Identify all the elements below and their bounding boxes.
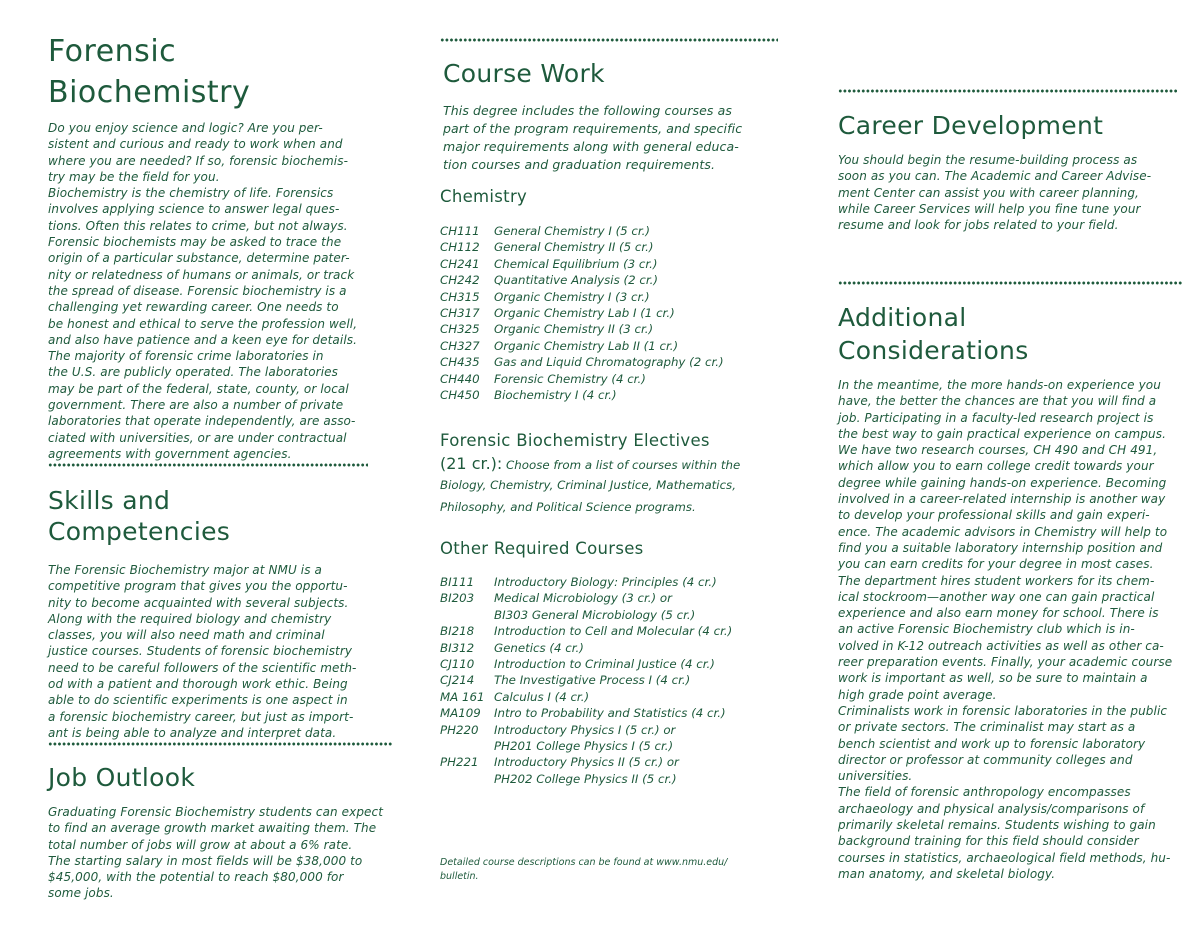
text-line: part of the program requirements, and specific bbox=[443, 121, 743, 136]
additional-text bbox=[838, 377, 1188, 882]
course-code: BI312 bbox=[440, 640, 475, 655]
course-title: BI303 General Microbiology (5 cr.) bbox=[494, 607, 696, 622]
text-line: be honest and ethical to serve the profession well, bbox=[48, 316, 358, 331]
text-line: able to do scientific experiments is one aspect in bbox=[48, 693, 348, 708]
course-row bbox=[440, 387, 790, 403]
course-code: CH327 bbox=[440, 338, 480, 353]
text-line: background training for this field should consider bbox=[838, 834, 1139, 849]
course-code: CH315 bbox=[440, 289, 480, 304]
page-title: Forensic Biochemistry bbox=[48, 34, 251, 110]
course-row bbox=[440, 623, 790, 639]
text-line: justice courses. Students of forensic biochemistry bbox=[48, 644, 353, 659]
course-code bbox=[440, 771, 494, 787]
course-code: MA 161 bbox=[440, 689, 485, 704]
text-line: laboratories that operate independently, are asso- bbox=[48, 414, 356, 429]
course-row bbox=[440, 705, 790, 721]
course-row bbox=[440, 371, 790, 387]
dotted-divider bbox=[48, 741, 393, 747]
text-line: You should begin the resume-building process as bbox=[838, 153, 1138, 167]
course-title: Introductory Physics II (5 cr.) or bbox=[494, 755, 679, 770]
course-row bbox=[440, 223, 790, 239]
course-title: Quantitative Analysis (2 cr.) bbox=[494, 273, 658, 288]
text-line: agreements with government agencies. bbox=[48, 446, 292, 461]
text-line: degree while gaining hands-on experience. Becoming bbox=[838, 475, 1167, 490]
course-title: Medical Microbiology (3 cr.) or bbox=[494, 591, 672, 606]
text-line: The field of forensic anthropology encompasses bbox=[838, 785, 1131, 800]
course-code: PH220 bbox=[440, 722, 479, 737]
course-title: Organic Chemistry I (3 cr.) bbox=[494, 289, 650, 304]
course-row bbox=[440, 590, 790, 606]
text-line: the U.S. are publicly operated. The laboratories bbox=[48, 365, 338, 380]
text-line: ciated with universities, or are under contractual bbox=[48, 430, 347, 445]
course-code: BI218 bbox=[440, 624, 475, 639]
course-title: Genetics (4 cr.) bbox=[494, 640, 584, 655]
text-line: major requirements along with general educa- bbox=[443, 139, 739, 154]
course-title: PH201 College Physics I (5 cr.) bbox=[494, 739, 674, 754]
subheading-other-required: Other Required Courses bbox=[440, 539, 644, 558]
text-line: while Career Services will help you fine tune your bbox=[838, 201, 1141, 216]
course-row bbox=[440, 574, 790, 590]
course-row bbox=[440, 672, 790, 688]
section-heading-course-work: Course Work bbox=[443, 59, 605, 88]
course-row bbox=[440, 656, 790, 672]
text-line: origin of a particular substance, determine pater- bbox=[48, 251, 350, 266]
text-line: tion courses and graduation requirements. bbox=[443, 157, 716, 172]
text-line: The Forensic Biochemistry major at NMU is a bbox=[48, 563, 322, 577]
text-line: Do you enjoy science and logic? Are you per- bbox=[48, 121, 323, 135]
text-line: may be part of the federal, state, county, or local bbox=[48, 381, 349, 396]
text-line: reer preparation events. Finally, your academic course bbox=[838, 655, 1173, 670]
text-line: nity to become acquainted with several subjects. bbox=[48, 595, 349, 610]
text-line: This degree includes the following courses as bbox=[443, 103, 732, 118]
text-line: bench scientist and work up to forensic laboratory bbox=[838, 736, 1146, 751]
course-title: Introductory Biology: Principles (4 cr.) bbox=[494, 575, 717, 589]
course-code: CH317 bbox=[440, 306, 480, 321]
course-title: Chemical Equilibrium (3 cr.) bbox=[494, 256, 658, 271]
course-code: CH111 bbox=[440, 224, 480, 238]
course-title: General Chemistry II (5 cr.) bbox=[494, 240, 654, 255]
text-line: experience and also earn money for school. There is bbox=[838, 606, 1159, 621]
section-heading-job-outlook: Job Outlook bbox=[48, 763, 196, 792]
course-title: Organic Chemistry Lab II (1 cr.) bbox=[494, 338, 679, 353]
text-line: an active Forensic Biochemistry club which is in- bbox=[838, 622, 1135, 637]
text-line: where you are needed? If so, forensic biochemis- bbox=[48, 153, 349, 168]
dotted-divider bbox=[838, 88, 1178, 94]
text-line: In the meantime, the more hands-on experience you bbox=[838, 378, 1161, 392]
text-line: man anatomy, and skeletal biology. bbox=[838, 866, 1056, 881]
course-row bbox=[440, 640, 790, 656]
text-line: Along with the required biology and chemistry bbox=[48, 611, 332, 626]
course-code: MA109 bbox=[440, 706, 481, 721]
course-work-intro bbox=[443, 102, 788, 174]
text-line: job. Participating in a faculty-led research project is bbox=[838, 410, 1154, 425]
course-row bbox=[440, 754, 790, 770]
electives-text: (21 cr.): Choose from a list of courses within the Biology, Chemistry, Criminal Justice, Mathematics, Philosophy, and Political Science programs. bbox=[440, 454, 741, 514]
text-line: ant is being able to analyze and interpret data. bbox=[48, 725, 337, 740]
text-line: Graduating Forensic Biochemistry students can expect bbox=[48, 805, 384, 819]
text-line: archaeology and physical analysis/comparisons of bbox=[838, 801, 1145, 816]
text-line: sistent and curious and ready to work when and bbox=[48, 137, 343, 152]
text-line: the best way to gain practical experience on campus. bbox=[838, 426, 1167, 441]
text-line: The majority of forensic crime laboratories in bbox=[48, 349, 324, 364]
text-line: Criminalists work in forensic laboratories in the public bbox=[838, 703, 1168, 718]
text-line: soon as you can. The Academic and Career Advise- bbox=[838, 169, 1152, 184]
course-row bbox=[440, 321, 790, 337]
text-line: challenging yet rewarding career. One needs to bbox=[48, 300, 339, 315]
course-code: CJ110 bbox=[440, 657, 475, 672]
text-line: universities. bbox=[838, 769, 913, 784]
footnote: Detailed course descriptions can be found at www.nmu.edu/ bulletin. bbox=[440, 857, 728, 882]
course-row bbox=[440, 272, 790, 288]
skills-text bbox=[48, 562, 393, 741]
subheading-chemistry: Chemistry bbox=[440, 187, 528, 206]
job-outlook-text bbox=[48, 804, 398, 902]
text-line: We have two research courses, CH 490 and CH 491, bbox=[838, 443, 1158, 458]
text-line: resume and look for jobs related to your field. bbox=[838, 218, 1119, 233]
course-title: Gas and Liquid Chromatography (2 cr.) bbox=[494, 355, 724, 370]
course-title: Introduction to Cell and Molecular (4 cr.) bbox=[494, 624, 733, 639]
text-line: volved in K-12 outreach activities as well as other ca- bbox=[838, 638, 1164, 653]
course-title: Introductory Physics I (5 cr.) or bbox=[494, 722, 676, 737]
text-line: ical stockroom—another way one can gain practical bbox=[838, 589, 1155, 604]
text-line: a forensic biochemistry career, but just as import- bbox=[48, 709, 354, 724]
course-title: Intro to Probability and Statistics (4 cr.) bbox=[494, 706, 726, 721]
text-line: The department hires student workers for its chem- bbox=[838, 573, 1155, 588]
course-row bbox=[440, 305, 790, 321]
course-title: Organic Chemistry II (3 cr.) bbox=[494, 322, 654, 337]
text-line: total number of jobs will grow at about a 6% rate. bbox=[48, 837, 353, 852]
text-line: find you a suitable laboratory internship position and bbox=[838, 540, 1163, 555]
course-title: Biochemistry I (4 cr.) bbox=[494, 388, 617, 403]
text-line: high grade point average. bbox=[838, 687, 997, 702]
text-line: The starting salary in most fields will be $38,000 to bbox=[48, 853, 363, 868]
course-code: PH221 bbox=[440, 755, 479, 770]
course-row bbox=[440, 689, 790, 705]
chemistry-course-list bbox=[440, 223, 790, 403]
text-line: ence. The academic advisors in Chemistry will help to bbox=[838, 524, 1168, 539]
text-line: nity or relatedness of humans or animals, or track bbox=[48, 267, 355, 282]
course-code: BI111 bbox=[440, 575, 475, 589]
course-row bbox=[440, 289, 790, 305]
text-line: try may be the field for you. bbox=[48, 169, 220, 184]
text-line: you can earn credits for your degree in most cases. bbox=[838, 557, 1154, 572]
dotted-divider bbox=[838, 280, 1183, 286]
text-line: have, the better the chances are that you will find a bbox=[838, 394, 1157, 409]
course-title: Organic Chemistry Lab I (1 cr.) bbox=[494, 306, 675, 321]
course-row bbox=[440, 607, 790, 623]
course-code: CH435 bbox=[440, 355, 480, 370]
course-row bbox=[440, 256, 790, 272]
course-code: CH440 bbox=[440, 371, 480, 386]
text-line: to find an average growth market awaiting them. The bbox=[48, 821, 377, 836]
text-line: ment Center can assist you with career planning, bbox=[838, 185, 1139, 200]
course-title: Calculus I (4 cr.) bbox=[494, 689, 590, 704]
text-line: competitive program that gives you the opportu- bbox=[48, 579, 348, 594]
course-code bbox=[440, 607, 494, 623]
text-line: to develop your professional skills and gain experi- bbox=[838, 508, 1150, 523]
text-line: $45,000, with the potential to reach $80,000 for bbox=[48, 870, 344, 885]
text-line: work is important as well, so be sure to maintain a bbox=[838, 671, 1148, 686]
text-line: involved in a career-related internship is another way bbox=[838, 492, 1166, 507]
dotted-divider bbox=[440, 37, 778, 43]
text-line: classes, you will also need math and criminal bbox=[48, 628, 325, 643]
course-row bbox=[440, 354, 790, 370]
section-heading-skills: Skills and Competencies bbox=[48, 486, 231, 546]
course-title: Introduction to Criminal Justice (4 cr.) bbox=[494, 657, 715, 672]
course-row bbox=[440, 722, 790, 738]
dotted-divider bbox=[48, 462, 368, 468]
text-line: which allow you to earn college credit towards your bbox=[838, 459, 1154, 474]
text-line: Forensic biochemists may be asked to trace the bbox=[48, 235, 342, 250]
course-code: CJ214 bbox=[440, 673, 475, 688]
course-code: CH242 bbox=[440, 273, 480, 288]
course-title: The Investigative Process I (4 cr.) bbox=[494, 673, 691, 688]
text-line: director or professor at community colleges and bbox=[838, 752, 1133, 767]
text-line: Biochemistry is the chemistry of life. Forensics bbox=[48, 186, 334, 201]
section-heading-additional: Additional Considerations bbox=[838, 303, 1029, 365]
course-code: CH241 bbox=[440, 256, 480, 271]
text-line: primarily skeletal remains. Students wishing to gain bbox=[838, 818, 1156, 833]
intro-text bbox=[48, 120, 393, 462]
text-line: the spread of disease. Forensic biochemistry is a bbox=[48, 283, 347, 298]
text-line: courses in statistics, archaeological field methods, hu- bbox=[838, 850, 1171, 865]
course-title: Forensic Chemistry (4 cr.) bbox=[494, 371, 646, 386]
course-row bbox=[440, 338, 790, 354]
text-line: involves applying science to answer legal ques- bbox=[48, 202, 340, 217]
text-line: government. There are also a number of private bbox=[48, 398, 344, 413]
course-title: PH202 College Physics II (5 cr.) bbox=[494, 771, 677, 786]
course-code: BI203 bbox=[440, 591, 475, 606]
course-row bbox=[440, 771, 790, 787]
course-row bbox=[440, 239, 790, 255]
course-title: General Chemistry I (5 cr.) bbox=[494, 224, 651, 238]
other-course-list bbox=[440, 574, 790, 787]
text-line: need to be careful followers of the scientific meth- bbox=[48, 660, 357, 675]
text-line: tions. Often this relates to crime, but not always. bbox=[48, 218, 348, 233]
text-line: some jobs. bbox=[48, 886, 114, 901]
course-row bbox=[440, 738, 790, 754]
course-code: CH325 bbox=[440, 322, 480, 337]
course-code: CH450 bbox=[440, 388, 480, 403]
career-text bbox=[838, 152, 1183, 233]
subheading-electives: Forensic Biochemistry Electives bbox=[440, 431, 710, 450]
text-line: od with a patient and thorough work ethic. Being bbox=[48, 677, 348, 692]
text-line: and also have patience and a keen eye for details. bbox=[48, 332, 358, 347]
course-code bbox=[440, 738, 494, 754]
course-code: CH112 bbox=[440, 240, 480, 255]
section-heading-career: Career Development bbox=[838, 111, 1104, 140]
text-line: or private sectors. The criminalist may start as a bbox=[838, 720, 1136, 735]
